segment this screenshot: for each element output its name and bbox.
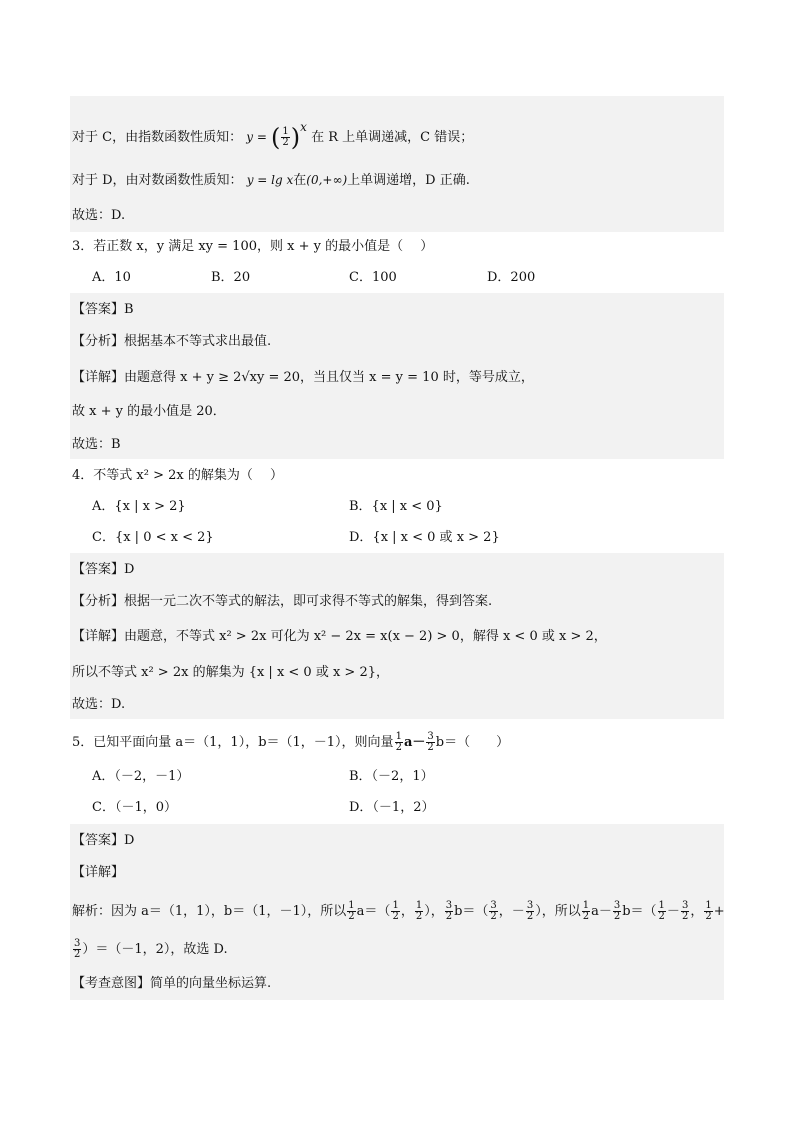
- q5-solution-line-1: 解析：因为 a＝（1，1），b＝（1，－1），所以 $\frac{1}{2}$ a＝（ $\frac{1}{2}$ ， $\frac{1}{2}$ ）， $\frac{3}{2}$ b＝（ $\frac{3}{2}$ ，－ $\frac{3}{2}$ ），所以 $\frac{1}{2}$ a－ $\frac{3}{2}$ b＝（ $\frac{1}{2}$ － $\frac{3}{2}$ ， $\frac{1}{2}$ +: [72, 900, 725, 922]
- q3-detail-1: 【详解】由题意得 x + y ≥ 2√xy = 20，当且仅当 x = y = 10 时，等号成立，: [72, 370, 534, 385]
- q5-intent: 【考查意图】简单的向量坐标运算.: [72, 976, 272, 991]
- q3-analysis: 【分析】根据基本不等式求出最值.: [72, 334, 272, 349]
- line-select-d: 故选：D.: [72, 208, 126, 223]
- q3-option-a: A．10: [92, 270, 131, 285]
- q4-option-c: C．{x | 0 < x < 2}: [92, 530, 214, 545]
- q4-stem: 4．不等式 x² > 2x 的解集为（ ）: [72, 468, 283, 483]
- line-option-d-analysis: 对于 D，由对数函数性质知： y = lg x在(0,+∞)上单调递增，D 正确.: [72, 173, 470, 188]
- q3-answer: 【答案】B: [72, 302, 134, 317]
- q5-option-a: A．（－2，－1）: [92, 769, 190, 784]
- q5-stem: 5．已知平面向量 a＝（1，1），b＝（1，－1），则向量 $\frac{1}{2}$ a－ $\frac{3}{2}$ b＝（ ）: [72, 731, 510, 753]
- q4-option-a: A．{x | x > 2}: [92, 499, 186, 514]
- q5-solution-line-2: $\frac{3}{2}$ ）＝（－1，2），故选 D.: [74, 938, 228, 960]
- q5-option-d: D．（－1，2）: [349, 800, 435, 815]
- q5-option-b: B．（－2，1）: [349, 769, 434, 784]
- fraction-one-half: $\frac{1}{2}$: [282, 126, 289, 148]
- line-option-c-analysis: 对于 C，由指数函数性质知： y = ( $\frac{1}{2}$ )x 在 R 上单调递减，C 错误；: [72, 120, 474, 152]
- q4-analysis: 【分析】根据一元二次不等式的解法，即可求得不等式的解集，得到答案.: [72, 594, 493, 609]
- q4-answer: 【答案】D: [72, 562, 135, 577]
- q3-option-d: D．200: [487, 270, 536, 285]
- q3-stem: 3．若正数 x，y 满足 xy = 100，则 x + y 的最小值是（ ）: [72, 239, 434, 254]
- q4-detail-2: 所以不等式 x² > 2x 的解集为 {x | x < 0 或 x > 2}，: [72, 665, 390, 680]
- q3-detail-2: 故 x + y 的最小值是 20．: [72, 404, 226, 419]
- q5-detail-head: 【详解】: [72, 865, 125, 880]
- q3-option-c: C．100: [349, 270, 397, 285]
- q3-option-b: B．20: [211, 270, 251, 285]
- q5-option-c: C．（－1，0）: [92, 800, 177, 815]
- q5-answer: 【答案】D: [72, 833, 135, 848]
- q4-select: 故选：D.: [72, 697, 126, 712]
- q3-select: 故选：B: [72, 437, 121, 452]
- q4-detail-1: 【详解】由题意，不等式 x² > 2x 可化为 x² − 2x = x(x − 2) > 0，解得 x < 0 或 x > 2，: [72, 629, 607, 644]
- q4-option-b: B．{x | x < 0}: [349, 499, 443, 514]
- q4-option-d: D．{x | x < 0 或 x > 2}: [349, 530, 500, 545]
